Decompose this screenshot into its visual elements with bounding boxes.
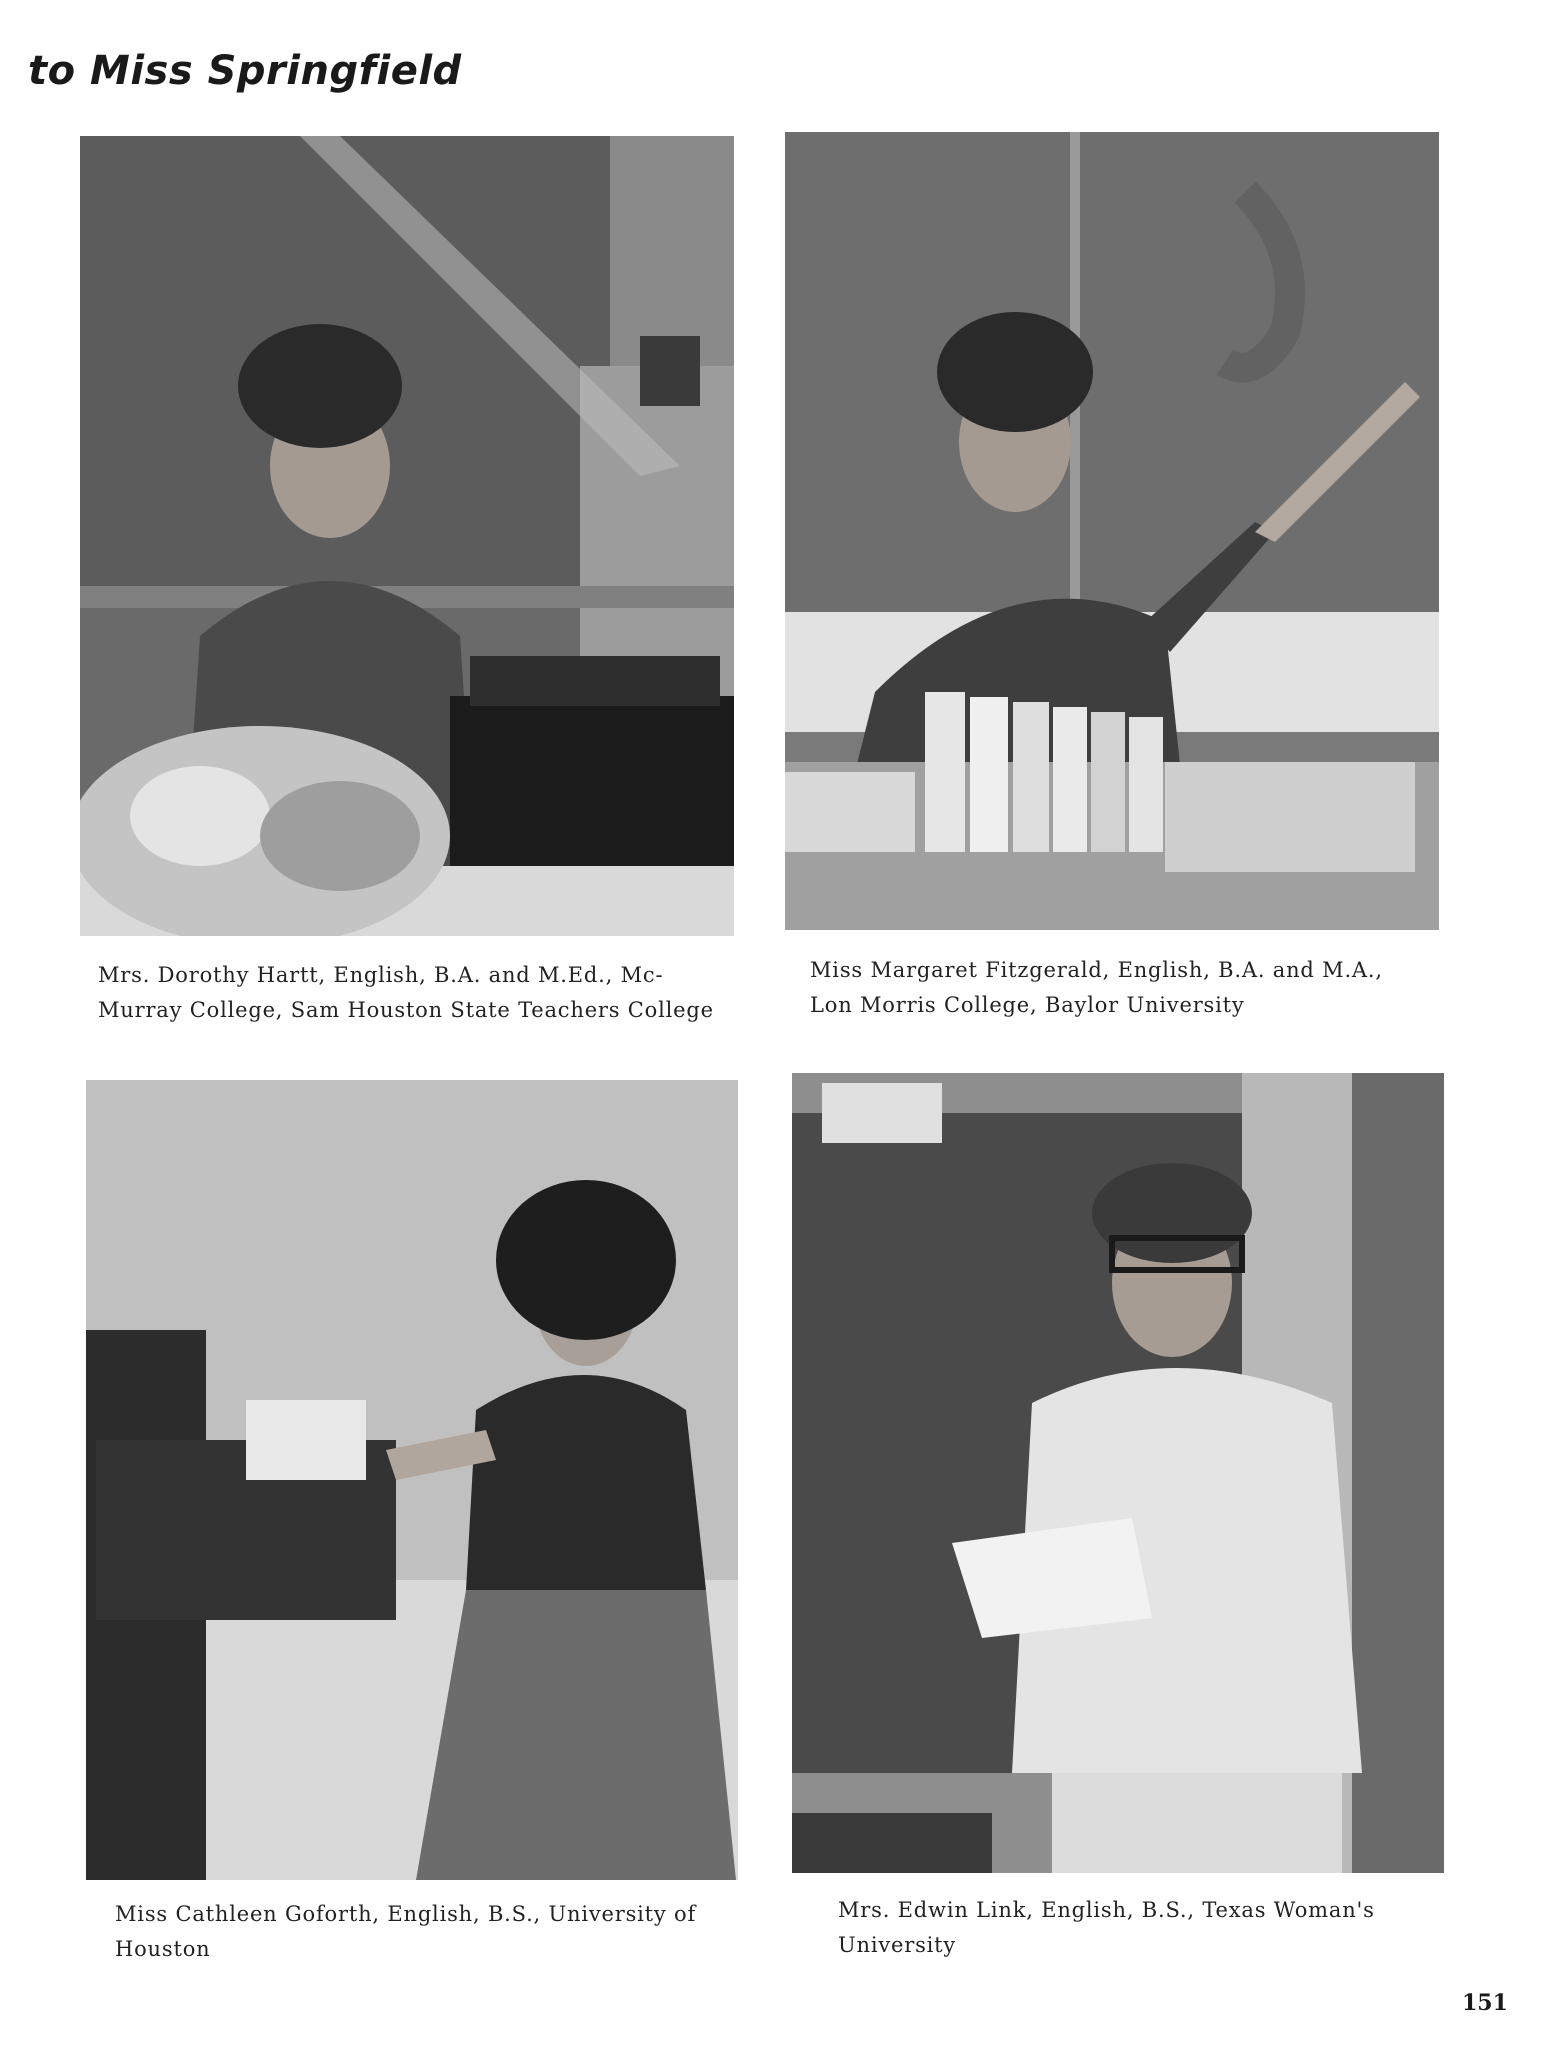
caption-line: Miss Cathleen Goforth, English, B.S., University of: [115, 1902, 697, 1926]
posted-paper: [822, 1083, 942, 1143]
photo-edwin-link: [792, 1073, 1444, 1873]
caption-line: Houston: [115, 1937, 211, 1961]
portrait-hair: [1092, 1163, 1252, 1263]
caption-line: Miss Margaret Fitzgerald, English, B.A. and M.A.,: [810, 958, 1383, 982]
caption-line: Mrs. Edwin Link, English, B.S., Texas Woman's: [838, 1898, 1375, 1922]
desk-items: [792, 1813, 992, 1873]
caption-edwin-link: [838, 1893, 1375, 1963]
page-number: 151: [1462, 1990, 1508, 2016]
portrait-skirt: [1052, 1773, 1342, 1873]
portrait-top: [466, 1375, 706, 1590]
caption-line: Lon Morris College, Baylor University: [810, 993, 1245, 1017]
book: [1053, 707, 1087, 852]
book-stack: [1165, 762, 1415, 872]
book: [970, 697, 1008, 852]
book-stack: [785, 772, 915, 852]
portrait-hair: [496, 1180, 676, 1340]
page-title: to Miss Springfield: [28, 48, 462, 94]
portrait-hair: [937, 312, 1093, 432]
window: [1352, 1073, 1444, 1873]
caption-cathleen-goforth: [115, 1897, 696, 1967]
file-folders: [246, 1400, 366, 1480]
book: [1091, 712, 1125, 852]
book: [1013, 702, 1049, 852]
caption-margaret-fitzgerald: [810, 953, 1383, 1023]
book: [925, 692, 965, 852]
caption-dorothy-hartt: [98, 958, 714, 1028]
caption-line: Mrs. Dorothy Hartt, English, B.A. and M.Ed., Mc-: [98, 963, 664, 987]
caption-line: University: [838, 1933, 957, 1957]
chalkboard: [785, 132, 1439, 612]
portrait-hair: [238, 324, 402, 448]
photo-cathleen-goforth: [86, 1080, 738, 1880]
portrait-skirt: [416, 1590, 736, 1880]
caption-line: Murray College, Sam Houston State Teachers College: [98, 998, 714, 1022]
photo-margaret-fitzgerald: [785, 132, 1439, 930]
photo-dorothy-hartt: [80, 136, 734, 936]
book: [1129, 717, 1163, 852]
wall-switch-box: [640, 336, 700, 406]
